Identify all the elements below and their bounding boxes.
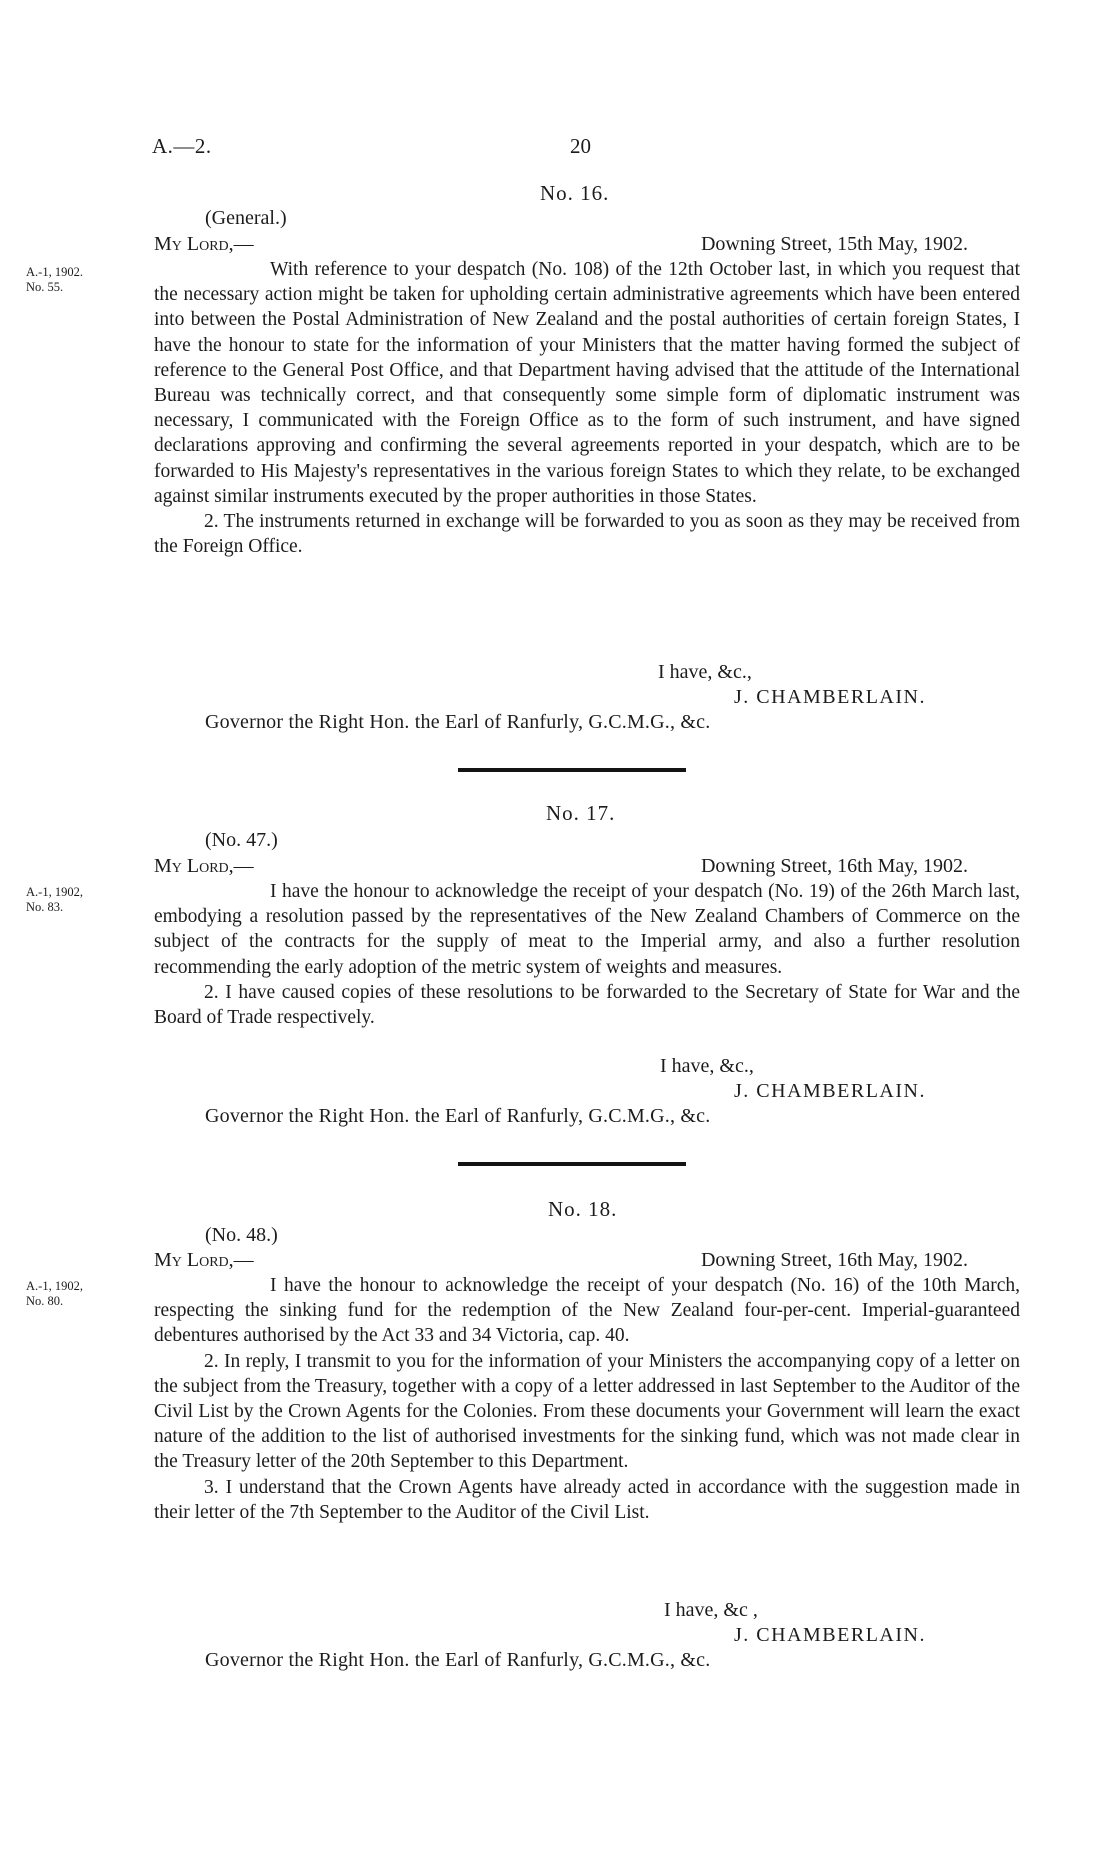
addressee: Governor the Right Hon. the Earl of Ranfurly, G.C.M.G., &c. [205, 711, 711, 733]
series-reference: A.—2. [152, 134, 212, 158]
margin-note-line: A.-1, 1902. [26, 265, 83, 279]
signature: J. CHAMBERLAIN. [734, 686, 926, 708]
letter-body [154, 1273, 1020, 1525]
section-divider [458, 768, 686, 772]
dateline: Downing Street, 15th May, 1902. [700, 233, 968, 255]
margin-note-line: No. 55. [26, 280, 64, 294]
paragraph: 2. I have caused copies of these resolutions to be forwarded to the Secretary of State for War and the Board of Trade respectively. [154, 981, 1020, 1029]
margin-note [26, 265, 126, 295]
dateline: Downing Street, 16th May, 1902. [700, 855, 968, 877]
closing: I have, &c , [664, 1599, 758, 1621]
addressee: Governor the Right Hon. the Earl of Ranfurly, G.C.M.G., &c. [205, 1649, 711, 1671]
page-number: 20 [570, 134, 591, 158]
margin-note [26, 1279, 126, 1309]
letter-reference: (No. 48.) [205, 1224, 278, 1246]
salutation-text: My Lord, [154, 1249, 234, 1271]
paragraph: 3. I understand that the Crown Agents have already acted in accordance with the suggestion made in their letter of the 7th September to the Auditor of the Civil List. [154, 1476, 1020, 1523]
letter-body [154, 257, 1020, 559]
letter-number: No. 18. [548, 1197, 618, 1221]
salutation-dash: — [233, 1249, 254, 1271]
signature: J. CHAMBERLAIN. [734, 1624, 926, 1646]
paragraph: 2. The instruments returned in exchange will be forwarded to you as soon as they may be received from the Foreign Office. [154, 511, 1020, 558]
salutation-text: My Lord, [154, 233, 234, 255]
letter-reference: (General.) [205, 207, 287, 229]
closing: I have, &c., [658, 661, 752, 683]
section-divider [458, 1162, 686, 1166]
margin-note-line: No. 83. [26, 900, 64, 914]
salutation [154, 1249, 254, 1272]
salutation-dash: — [233, 233, 254, 255]
addressee: Governor the Right Hon. the Earl of Ranfurly, G.C.M.G., &c. [205, 1105, 711, 1127]
paragraph: I have the honour to acknowledge the receipt of your despatch (No. 19) of the 26th March last, embodying a resolution passed by the representatives of the New Zealand Chambers of Commerce on the subject of the contracts for the supply of meat to the Imperial army, and also a further resolution recommending the early adoption of the metric system of weights and measures. [154, 881, 1020, 978]
letter-reference: (No. 47.) [205, 829, 278, 851]
closing: I have, &c., [660, 1055, 754, 1077]
margin-note [26, 885, 126, 915]
dateline: Downing Street, 16th May, 1902. [700, 1249, 968, 1271]
paragraph: With reference to your despatch (No. 108) of the 12th October last, in which you request that the necessary action might be taken for upholding certain administrative agreements which have been entered into between the Postal Administration of New Zealand and the postal authorities of certain foreign States, I have the honour to state for the information of your Ministers that the matter having formed the subject of reference to the General Post Office, and that Department having advised that the attitude of the International Bureau was technically correct, and that consequently some simple form of diplomatic instrument was necessary, I communicated with the Foreign Office as to the form of such instrument, and have signed declarations approving and confirming the several agreements reported in your despatch, which are to be forwarded to His Majesty's representatives in the various foreign States to which they relate, to be exchanged against similar instruments executed by the proper authorities in those States. [154, 259, 1020, 507]
salutation [154, 855, 254, 878]
salutation-text: My Lord, [154, 855, 234, 877]
salutation-dash: — [233, 855, 254, 877]
paragraph: I have the honour to acknowledge the receipt of your despatch (No. 16) of the 10th March, respecting the sinking fund for the redemption of the New Zealand four-per-cent. Imperial-guaranteed debentures authorised by the Act 33 and 34 Victoria, cap. 40. [154, 1275, 1020, 1347]
paragraph: 2. In reply, I transmit to you for the information of your Ministers the accompanying copy of a letter on the subject from the Treasury, together with a copy of a letter addressed in last September to the Auditor of the Civil List by the Crown Agents for the Colonies. From these documents your Government will learn the exact nature of the addition to the list of authorised investments for the sinking fund, which was not made clear in the Treasury letter of the 20th September to this Department. [154, 1350, 1020, 1473]
letter-number: No. 16. [540, 181, 610, 205]
margin-note-line: No. 80. [26, 1294, 64, 1308]
letter-number: No. 17. [546, 801, 616, 825]
margin-note-line: A.-1, 1902, [26, 885, 83, 899]
salutation [154, 233, 254, 256]
letter-body [154, 879, 1020, 1030]
signature: J. CHAMBERLAIN. [734, 1080, 926, 1102]
margin-note-line: A.-1, 1902, [26, 1279, 83, 1293]
